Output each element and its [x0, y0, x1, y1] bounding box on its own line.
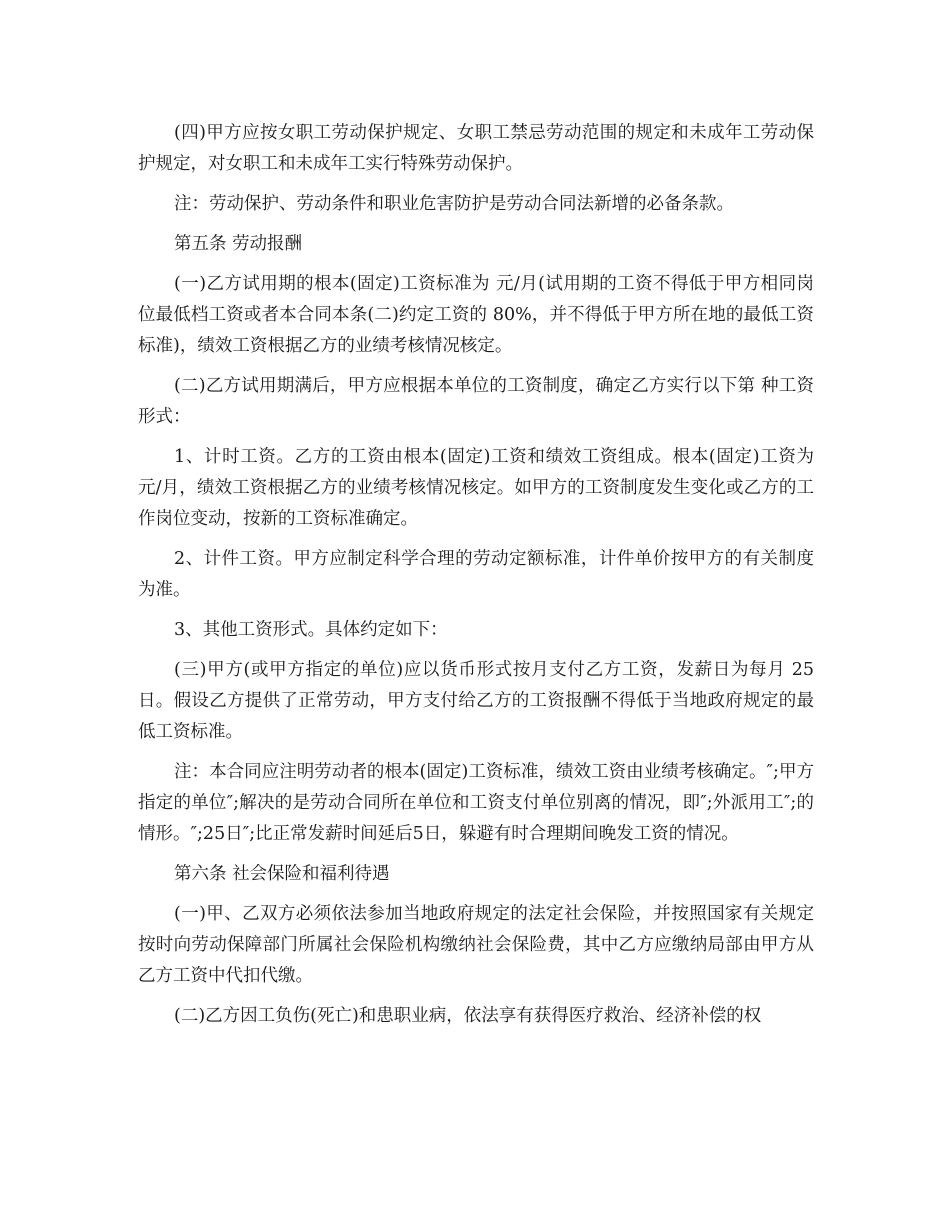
paragraph-female-worker-protection: (四)甲方应按女职工劳动保护规定、女职工禁忌劳动范围的规定和未成年工劳动保护规定，对女职工和未成年工实行特殊劳动保护。	[138, 123, 814, 174]
paragraph-probation-wage: (一)乙方试用期的根本(固定)工资标准为 元/月(试用期的工资不得低于甲方相同岗位最低档工资或者本合同本条(二)约定工资的 80%，并不得低于甲方所在地的最低工资标准)，绩效工资根据乙方的业绩考核情况核定。	[138, 274, 814, 356]
paragraph-note-wage-standard: 注：本合同应注明劳动者的根本(固定)工资标准，绩效工资由业绩考核确定。″;甲方指定的单位″;解决的是劳动合同所在单位和工资支付单位别离的情况，即″;外派用工″;的情形。″;25日″;比正常发薪时间延后5日，躲避有时合理期间晚发工资的情况。	[138, 762, 814, 844]
article-five-heading: 第五条 劳动报酬	[174, 234, 303, 254]
paragraph-time-wage: 1、计时工资。乙方的工资由根本(固定)工资和绩效工资组成。根本(固定)工资为 元/月，绩效工资根据乙方的业绩考核情况核定。如甲方的工资制度发生变化或乙方的工作岗位变动，按新的工资标准确定。	[138, 447, 814, 529]
paragraph-work-injury: (二)乙方因工负伤(死亡)和患职业病，依法享有获得医疗救治、经济补偿的权	[174, 1006, 762, 1026]
paragraph-piece-wage: 2、计件工资。甲方应制定科学合理的劳动定额标准，计件单价按甲方的有关制度为准。	[138, 549, 814, 600]
document-body	[138, 118, 814, 1041]
article-six-heading: 第六条 社会保险和福利待遇	[174, 864, 390, 884]
paragraph-wage-form: (二)乙方试用期满后，甲方应根据本单位的工资制度，确定乙方实行以下第 种工资形式：	[138, 376, 814, 427]
paragraph-other-wage: 3、其他工资形式。具体约定如下：	[174, 620, 448, 640]
paragraph-note-labor-protection: 注：劳动保护、劳动条件和职业危害防护是劳动合同法新增的必备条款。	[174, 194, 734, 214]
paragraph-payday: (三)甲方(或甲方指定的单位)应以货币形式按月支付乙方工资，发薪日为每月 25 日。假设乙方提供了正常劳动，甲方支付给乙方的工资报酬不得低于当地政府规定的最低工资标准。	[138, 660, 814, 742]
paragraph-social-insurance: (一)甲、乙双方必须依法参加当地政府规定的法定社会保险，并按照国家有关规定按时向劳动保障部门所属社会保险机构缴纳社会保险费，其中乙方应缴纳局部由甲方从乙方工资中代扣代缴。	[138, 904, 814, 986]
